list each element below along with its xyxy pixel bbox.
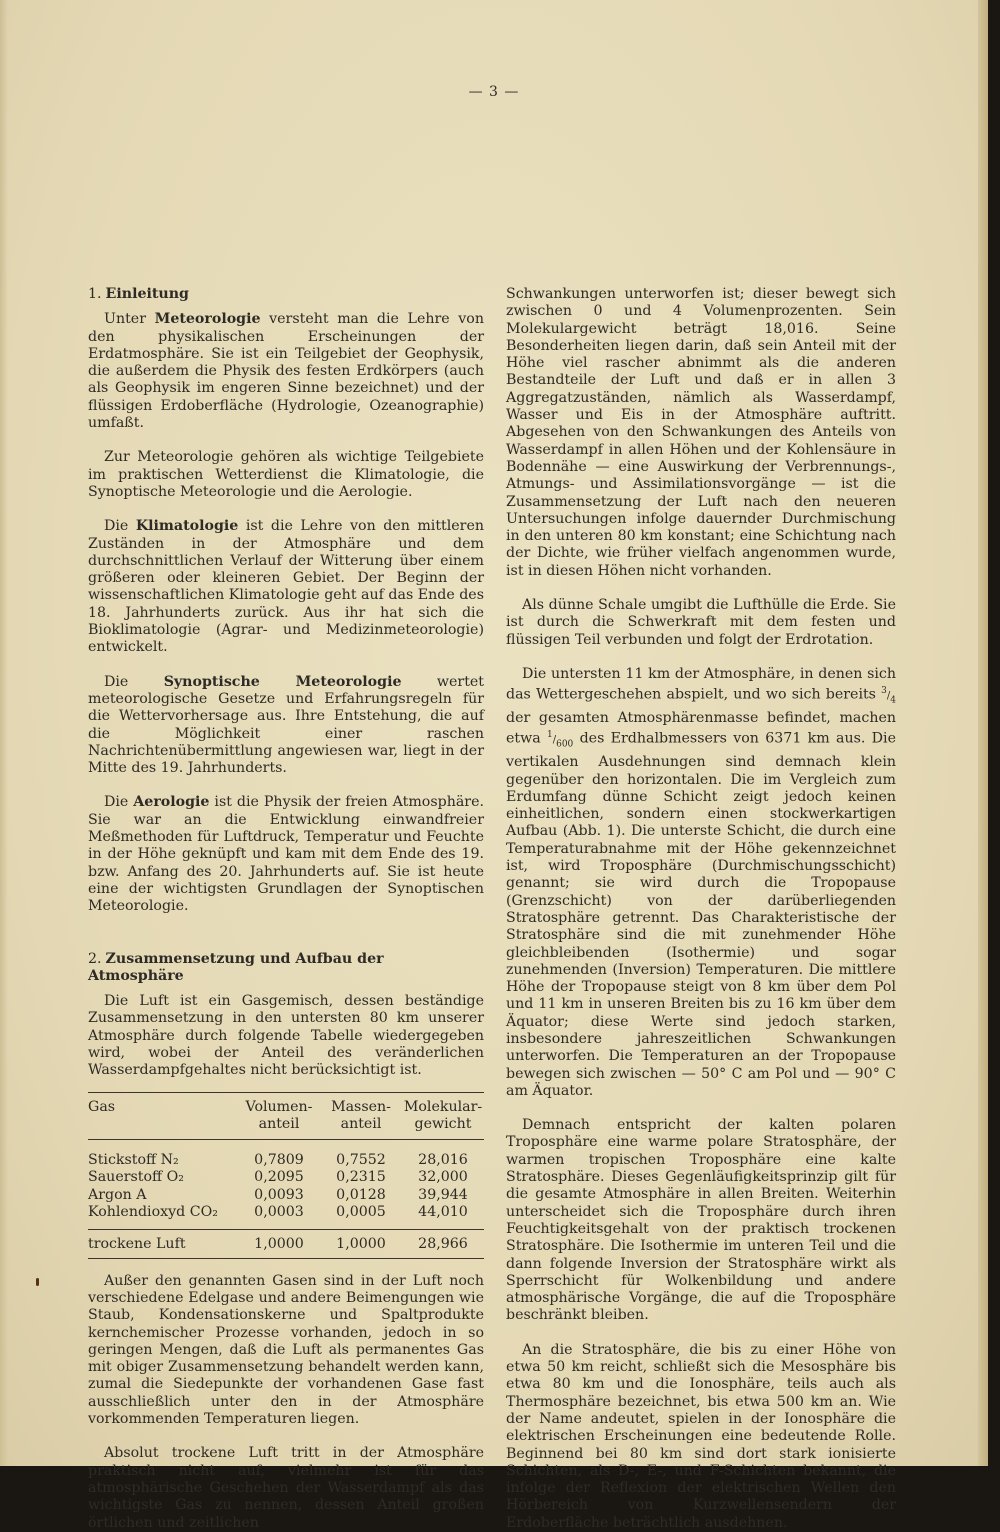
paragraph-lufthuelle: Als dünne Schale umgibt die Lufthülle die Erde. Sie ist durch die Schwerkraft mit dem festen und flüssigen Teil verbunden und folgt der Erdrotation. [506, 597, 896, 648]
header-volumenanteil: Volumen- anteil [238, 1092, 320, 1140]
cell-gas: Sauerstoff O₂ [88, 1169, 184, 1186]
paragraph-meteorologie [88, 311, 484, 432]
paragraph-edelgase: Außer den genannten Gasen sind in der Luft noch verschiedene Edelgase und andere Beimengungen wie Staub, Kondensationskerne und Spaltprodukte kernchemischer Prozesse vorhanden, jedoch in so geringen Mengen, daß die Luft als permanentes Gas mit obiger Zusammensetzung behandelt werden kann, zumal die Siedepunkte der vorhandenen Gase fast ausschließlich unter den in der Atmosphäre vorkommenden Temperaturen liegen. [88, 1272, 484, 1428]
cell-molekular: 44,010 [418, 1204, 468, 1221]
cell-molekular: 32,000 [418, 1169, 468, 1186]
table-total-row [88, 1230, 484, 1258]
cell-gas: Kohlendioxyd CO₂ [88, 1204, 218, 1221]
cell-volumen-total: 1,0000 [238, 1230, 320, 1258]
left-column [88, 286, 484, 1532]
paragraph-troposphaere [506, 666, 896, 1100]
cell-massen: 0,0128 [336, 1186, 386, 1203]
cell-molekular: 39,944 [418, 1186, 468, 1203]
paragraph-gegenlaeufigkeit: Demnach entspricht der kalten polaren Troposphäre eine warme polare Stratosphäre, der warmen tropischen Troposphäre eine kalte Stratosphäre. Dieses Gegenläufigkeitsprinzip gilt für die gesamte Atmosphäre in allen Breiten. Weiterhin unterscheidet sich die Troposphäre durch ihren Feuchtigkeitsgehalt von der praktisch trockenen Stratosphäre. Die Isothermie im unteren Teil und die dann folgende Inversion der Stratosphäre wirkt als Sperrschicht für Wolkenbildung und andere atmosphärische Vorgänge, die auf die Troposphäre beschränkt bleiben. [506, 1117, 896, 1324]
term-aerologie: Aerologie [133, 794, 210, 811]
header-massenanteil: Massen- anteil [320, 1092, 402, 1140]
text-run: Unter [104, 311, 155, 328]
text-run: ist die Lehre von den mittleren Zuständen in der Atmosphäre und dem durchschnittlichen Verlauf der Witterung über einem größeren oder kleineren Gebiet. Der Beginn der wissenschaftlichen Klimatologie geht auf das Ende des 18. Jahrhunderts zurück. Aus ihr hat sich die Bioklimatologie (Agrar- und Medizinmeteorologie) entwickelt. [88, 518, 484, 656]
table-row [88, 1204, 484, 1230]
fraction-slash: / [552, 735, 557, 747]
page-edge-right [978, 0, 988, 1466]
table-row [88, 1140, 484, 1170]
page-edge-left [0, 0, 8, 1466]
cell-massen: 0,7552 [336, 1152, 386, 1169]
paragraph-gasgemisch: Die Luft ist ein Gasgemisch, dessen beständige Zusammensetzung in den untersten 80 km unserer Atmosphäre durch folgende Tabelle wiedergegeben wird, wobei der Anteil des veränderlichen Wasserdampfgehaltes nicht berücksichtigt ist. [88, 993, 484, 1079]
text-run: Die [104, 518, 136, 535]
section-2-number: 2. [88, 950, 102, 967]
cell-massen-total: 1,0000 [320, 1230, 402, 1258]
fraction-denominator: 600 [556, 739, 574, 750]
cell-volumen: 0,2095 [254, 1169, 304, 1186]
fraction-slash: / [886, 690, 891, 702]
header-gas: Gas [88, 1092, 238, 1140]
cell-gas: Argon A [88, 1186, 147, 1203]
cell-massen: 0,0005 [336, 1204, 386, 1221]
fraction-numerator: 1 [547, 730, 553, 741]
section-1-heading [88, 286, 484, 303]
cell-molekular-total: 28,966 [402, 1230, 484, 1258]
text-run: der gesamten Atmosphärenmasse befindet, machen etwa [506, 710, 896, 748]
paragraph-klimatologie [88, 518, 484, 656]
text-run: Die [104, 794, 134, 811]
text-run: wertet meteorologische Gesetze und Erfahrungsregeln für die Wettervorhersage aus. Ihre Entstehung, die auf die Möglichkeit einer raschen Nachrichtenübermittlung angewiesen war, liegt in der Mitte des 19. Jahrhunderts. [88, 673, 484, 777]
cell-volumen: 0,0093 [254, 1186, 304, 1203]
term-meteorologie: Meteorologie [154, 311, 261, 328]
page-number: — 3 — [468, 84, 520, 100]
text-run: Die [104, 673, 164, 690]
section-2-heading [88, 951, 484, 986]
section-2-title: Zusammensetzung und Aufbau der Atmosphäre [88, 950, 384, 984]
cell-massen: 0,2315 [336, 1169, 386, 1186]
text-run: versteht man die Lehre von den physikalischen Erscheinungen der Erdatmosphäre. Sie ist ein Teilgebiet der Geophysik, die außerdem die Physik des festen Erdkörpers (auch als Geophysik im engeren Sinne bezeichnet) und der flüssigen Erdoberfläche (Hydrologie, Ozeanographie) umfaßt. [88, 311, 484, 432]
paragraph-synoptische [88, 674, 484, 778]
cell-volumen: 0,7809 [254, 1152, 304, 1169]
paragraph-schwankungen: Schwankungen unterworfen ist; dieser bewegt sich zwischen 0 und 4 Volumenprozenten. Sein Molekulargewicht beträgt 18,016. Seine Besonderheiten liegen darin, daß sein Anteil mit der Höhe viel rascher abnimmt als die anderen Bestandteile der Luft und daß er in allen 3 Aggregatzuständen, nämlich als Wasserdampf, Wasser und Eis in der Atmosphäre auftritt. Abgesehen von den Schwankungen des Anteils von Wasserdampf in allen Höhen und der Kohlensäure in Bodennähe — eine Auswirkung der Verbrennungs-, Atmungs- und Assimilationsvorgänge — ist die Zusammensetzung der Luft nach den neueren Untersuchungen infolge dauernder Durchmischung in den unteren 80 km konstant; eine Schichtung nach der Dichte, wie früher vielfach angenommen wurde, ist in diesen Höhen nicht vorhanden. [506, 286, 896, 579]
section-1-number: 1. [88, 286, 102, 302]
cell-gas-total: trockene Luft [88, 1230, 238, 1258]
right-column [506, 286, 896, 1532]
table-row [88, 1169, 484, 1186]
ink-mark [36, 1278, 39, 1286]
cell-gas: Stickstoff N₂ [88, 1152, 179, 1169]
table-row [88, 1187, 484, 1204]
text-run: des Erdhalbmessers von 6371 km aus. Die vertikalen Ausdehnungen sind demnach klein gegenüber den horizontalen. Die im Vergleich zum Erdumfang dünne Schicht zeigt jedoch keinen einheitlichen, sondern einen stockwerkartigen Aufbau (Abb. 1). Die unterste Schicht, die durch eine Temperaturabnahme mit der Höhe gekennzeichnet ist, wird Troposphäre (Durchmischungsschicht) genannt; sie wird durch die Tropopause (Grenzschicht) von der darüberliegenden Stratosphäre getrennt. Das Charakteristische der Stratosphäre sind die mit zunehmender Höhe gleichbleibenden (Isothermie) und sogar zunehmenden (Inversion) Temperaturen. Die mittlere Höhe der Tropopause steigt von 8 km über dem Pol und 11 km in unseren Breiten bis zu 16 km über dem Äquator; diese Werte sind jedoch starken, insbesondere jahreszeitlichen Schwankungen unterworfen. Die Temperaturen an der Tropopause bewegen sich zwischen — 50° C am Pol und — 90° C am Äquator. [506, 731, 896, 1099]
text-run: ist die Physik der freien Atmosphäre. Sie war an die Entwicklung einwandfreier Meßmethoden für Luftdruck, Temperatur und Feuchte in der Höhe geknüpft und kam mit dem Ende des 19. bzw. Anfang des 20. Jahrhunderts auf. Sie ist heute eine der wichtigsten Grundlagen der Synoptischen Meteorologie. [88, 794, 484, 915]
term-klimatologie: Klimatologie [135, 518, 239, 535]
table-header-row [88, 1092, 484, 1140]
fraction-denominator: 4 [890, 695, 896, 706]
cell-volumen: 0,0003 [254, 1204, 304, 1221]
section-1-title: Einleitung [105, 286, 189, 302]
paragraph-aerologie [88, 794, 484, 915]
term-synoptische-meteorologie: Synoptische Meteorologie [163, 673, 402, 690]
fraction-numerator: 3 [881, 686, 887, 697]
paragraph-ionosphaere: An die Stratosphäre, die bis zu einer Höhe von etwa 50 km reicht, schließt sich die Mesosphäre bis etwa 80 km und die Ionosphäre, teils auch als Thermosphäre bezeichnet, bis etwa 500 km an. Wie der Name andeutet, spielen in der Ionosphäre die elektrischen Erscheinungen eine bedeutende Rolle. Beginnend bei 80 km sind dort stark ionisierte Schichten, als D-, E-, und F-Schichten bekannt, die infolge der Reflexion der elektrischen Wellen den Hörbereich von Kurzwellensendern der Erdoberfläche beträchtlich ausdehnen. [506, 1341, 896, 1531]
paragraph-trockene-luft: Absolut trockene Luft tritt in der Atmosphäre praktisch nicht auf, vielmehr ist für das atmosphärische Geschehen der Wasserdampf als das wichtigste Gas zu nennen, dessen Anteil großen örtlichen und zeitlichen [88, 1445, 484, 1531]
text-run: Die untersten 11 km der Atmosphäre, in denen sich das Wettergeschehen abspielt, und wo sich bereits [506, 665, 896, 703]
header-molekulargewicht: Molekular- gewicht [402, 1092, 484, 1140]
cell-molekular: 28,016 [418, 1152, 468, 1169]
paragraph-teilgebiete: Zur Meteorologie gehören als wichtige Teilgebiete im praktischen Wetterdienst die Klimatologie, die Synoptische Meteorologie und die Aerologie. [88, 449, 484, 500]
gas-composition-table [88, 1092, 484, 1259]
